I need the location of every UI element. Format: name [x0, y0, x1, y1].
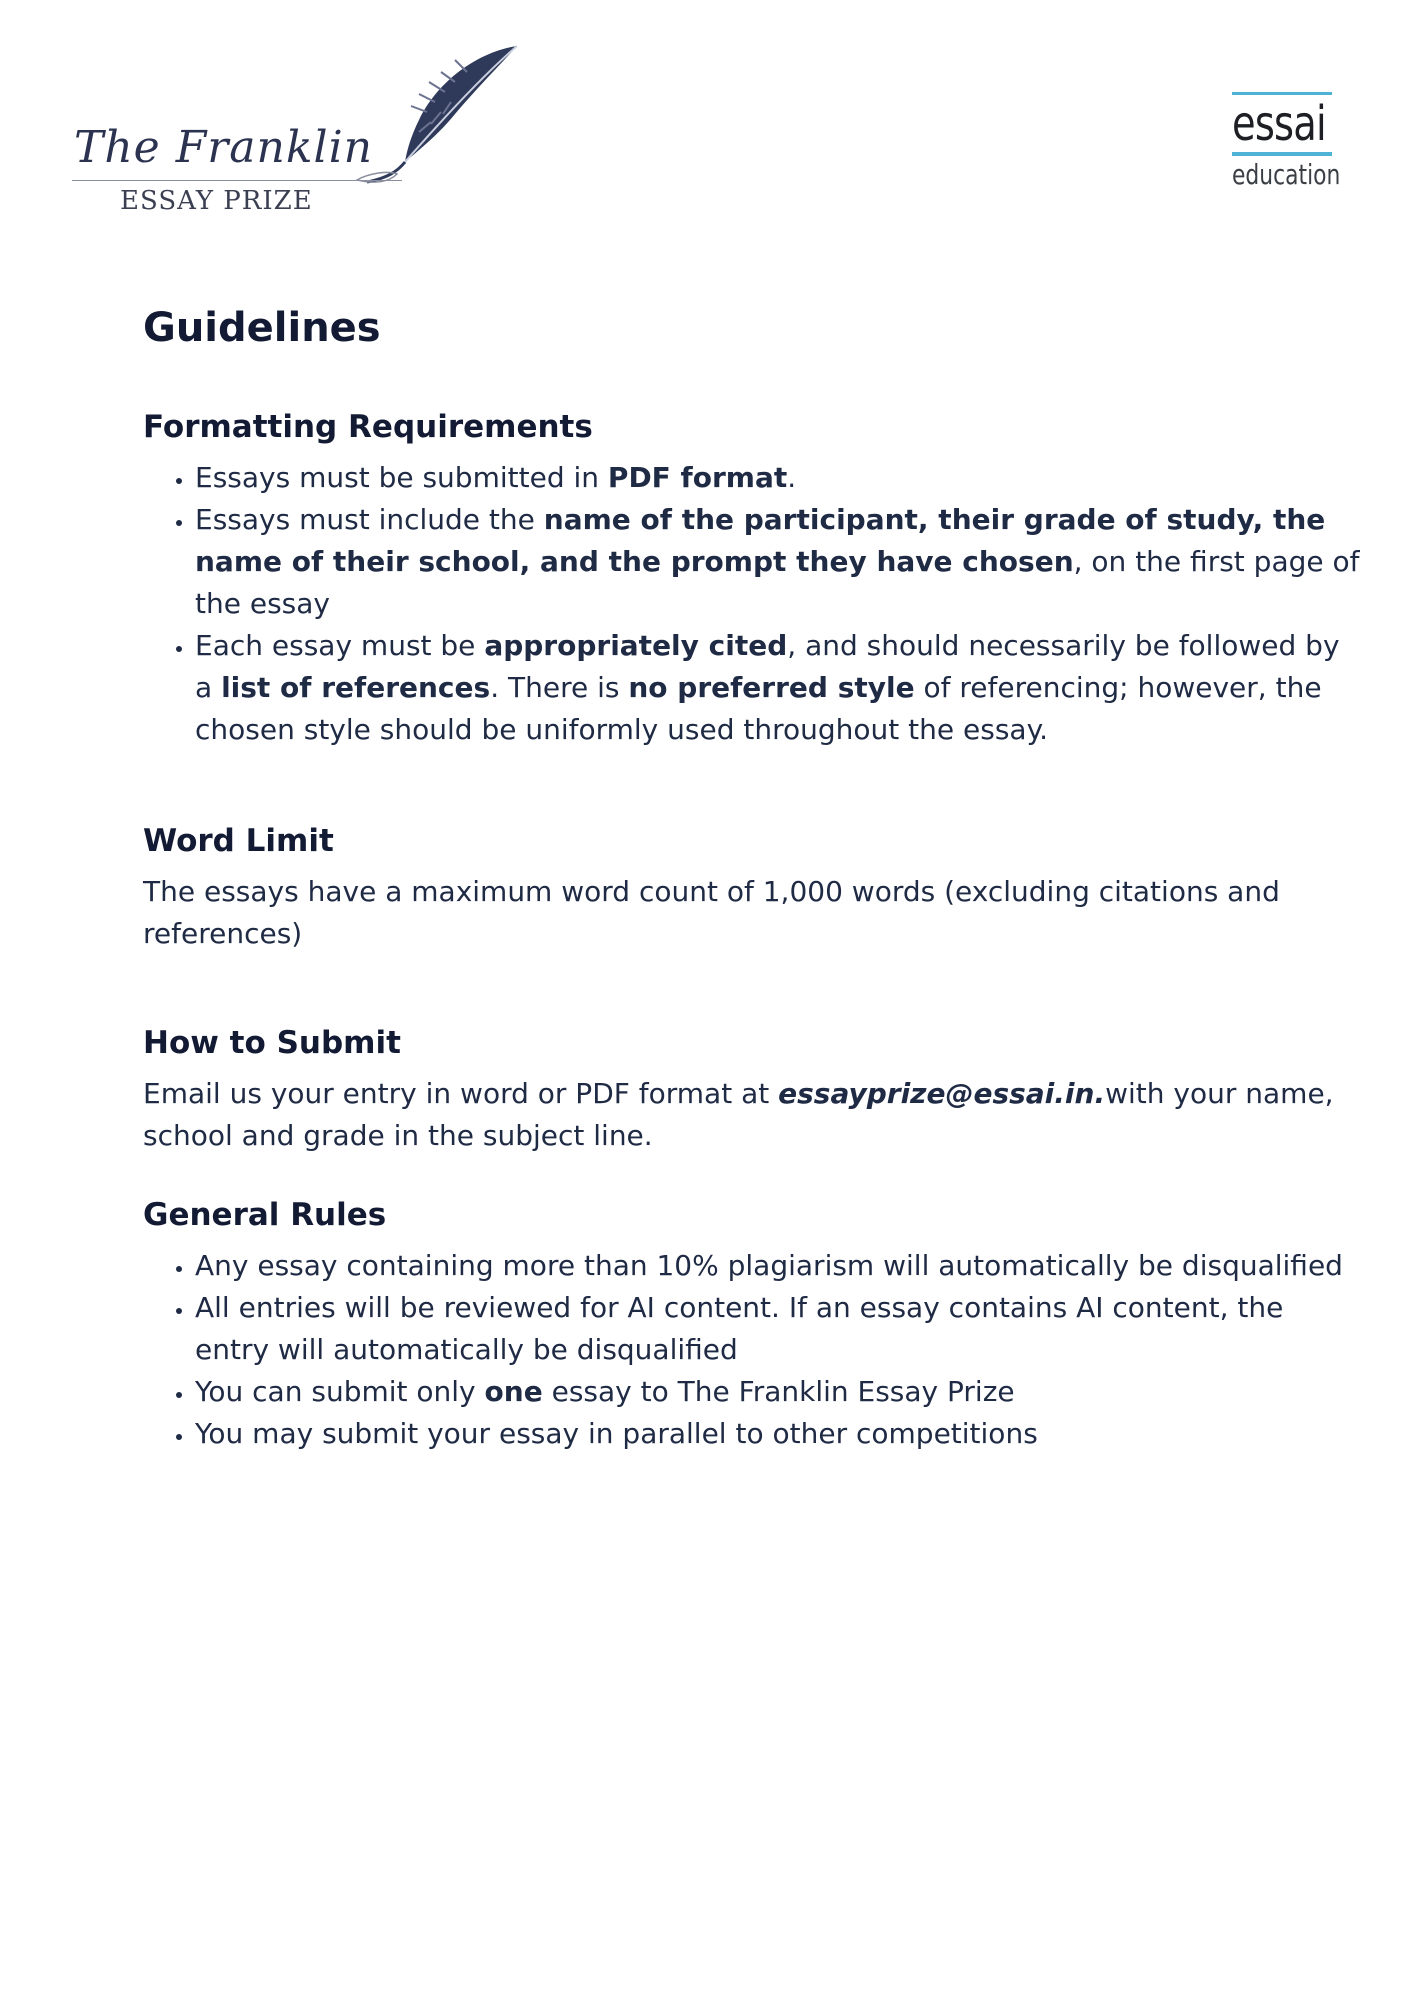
how-to-submit-section: [143, 1025, 1363, 1157]
formatting-list: [143, 457, 1363, 751]
logo-subword: education: [1232, 158, 1341, 191]
section-heading: Word Limit: [143, 823, 334, 859]
guidelines-content: [143, 305, 1363, 1455]
word-limit-section: [143, 823, 1363, 955]
logo-wordmark: essai: [1232, 96, 1326, 152]
list-item: • Each essay must be appropriately cited, and should necessarily be followed by a list of references. There is no preferred style of referencing; however, the chosen style should be uniformly used throughout the essay.: [195, 625, 1363, 751]
page-title: Guidelines: [143, 305, 381, 351]
list-item: • Essays must include the name of the participant, their grade of study, the name of their school, and the prompt they have chosen, on the first page of the essay: [195, 499, 1363, 625]
email-address: essayprize@essai.in.: [778, 1077, 1106, 1110]
list-item: • You can submit only one essay to The Franklin Essay Prize: [195, 1371, 1363, 1413]
logo-accent-bar-middle: [1232, 152, 1332, 156]
list-item: • Any essay containing more than 10% plagiarism will automatically be disqualified: [195, 1245, 1363, 1287]
word-limit-text: The essays have a maximum word count of 1,000 words (excluding citations and references): [143, 875, 1280, 950]
formatting-requirements-section: [143, 409, 1363, 751]
list-item: • All entries will be reviewed for AI content. If an essay contains AI content, the entry will automatically be disqualified: [195, 1287, 1363, 1371]
rules-list: [143, 1245, 1363, 1455]
logo-script-title: The Franklin: [74, 122, 373, 173]
submit-instructions: Email us your entry in word or PDF format at essayprize@essai.in.with your name, school and grade in the subject line.: [143, 1077, 1334, 1152]
logo-subtitle: ESSAY PRIZE: [120, 186, 313, 216]
list-item: • Essays must be submitted in PDF format.: [195, 457, 1363, 499]
section-heading: Formatting Requirements: [143, 409, 593, 445]
section-heading: How to Submit: [143, 1025, 401, 1061]
essai-education-logo: [1220, 92, 1340, 202]
list-item: • You may submit your essay in parallel to other competitions: [195, 1413, 1363, 1455]
general-rules-section: [143, 1197, 1363, 1455]
logo-divider: [72, 180, 402, 181]
logo-accent-bar-top: [1232, 92, 1332, 95]
section-heading: General Rules: [143, 1197, 387, 1233]
franklin-essay-prize-logo: [62, 42, 462, 222]
